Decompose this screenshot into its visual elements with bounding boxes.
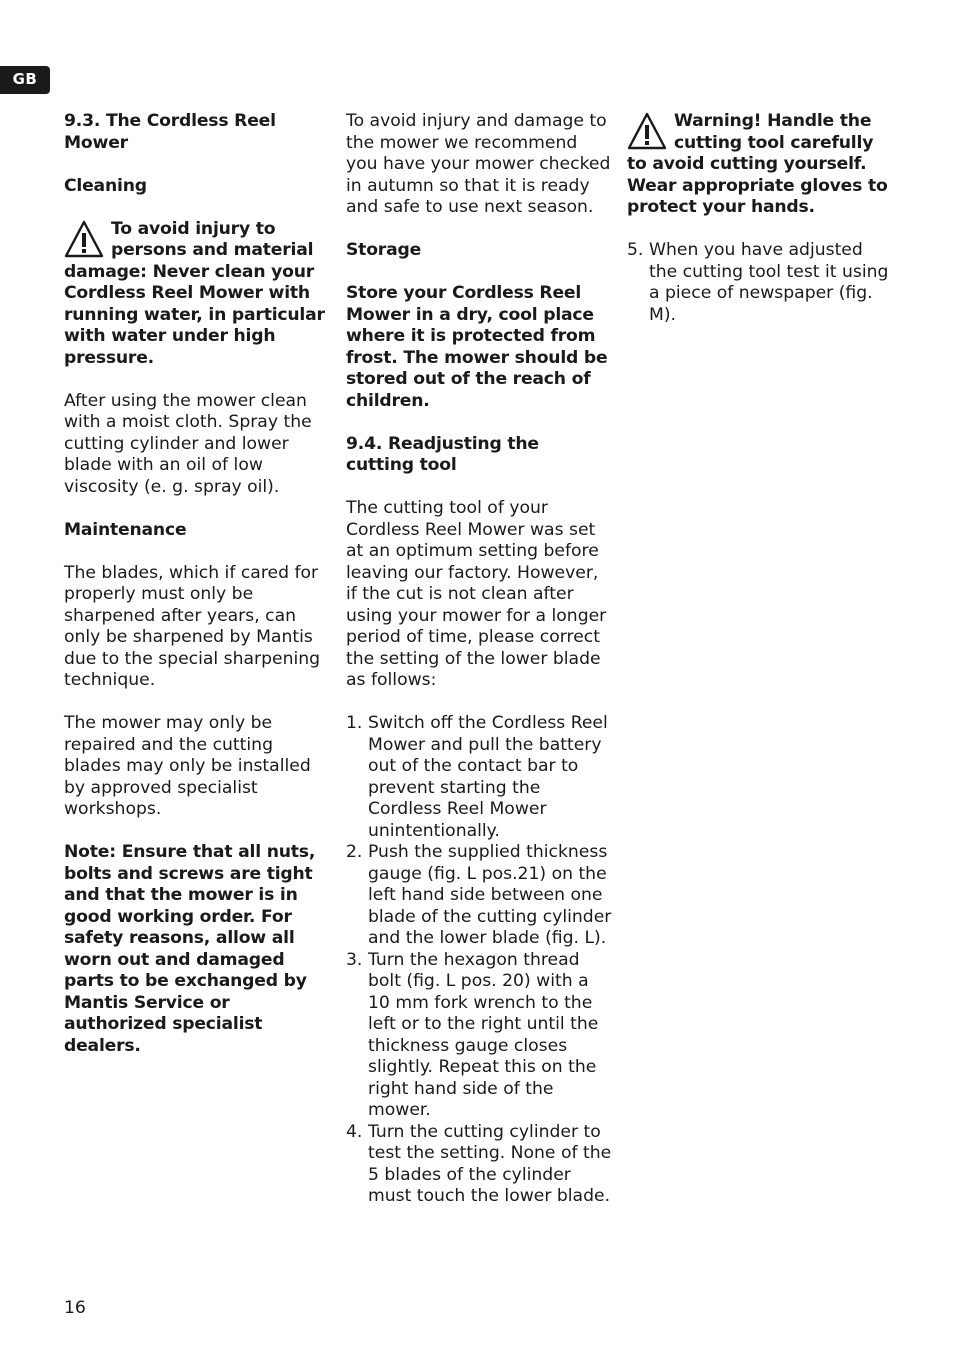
cutting-tool-warning-text: Warning! Handle the cutting tool carefully to avoid cutting yourself. Wear appropriate gloves to protect your hands. [627,111,888,217]
column-3 [627,111,889,348]
step-text: When you have adjusted the cutting tool test it using a piece of newspaper (fig. M). [649,240,889,325]
step-number: 5. [627,240,644,260]
step-text: Push the supplied thickness gauge (fig. L pos.21) on the left hand side between one blade of the cutting cylinder and the lower blade (fig. L). [368,842,612,948]
readjust-text: The cutting tool of your Cordless Reel Mower was set at an optimum setting before leaving our factory. However, if the cut is not clean after using your mower for a longer period of time, please correct the setting of the lower blade as follows: [346,498,607,690]
column-2 [346,111,612,1229]
warning-triangle-icon [64,219,104,259]
column-1 [64,111,332,1079]
warning-triangle-icon [627,111,667,151]
safety-note: Note: Ensure that all nuts, bolts and screws are tight and that the mower is in good working order. For safety reasons, allow all worn out and damaged parts to be exchanged by Mantis Service or authorized specialist dealers. [64,842,316,1056]
cleaning-warning-text: To avoid injury to persons and material damage: Never clean your Cordless Reel Mower with running water, in particular with water under high pressure. [64,218,325,368]
page-number: 16 [64,1298,86,1318]
step-number: 4. [346,1121,363,1142]
step-number: 3. [346,949,363,970]
list-item [346,842,612,950]
cleaning-text: After using the mower clean with a moist cloth. Spray the cutting cylinder and lower blade with an oil of low viscosity (e. g. spray oil). [64,390,312,497]
section-title-9-3: 9.3. The Cordless Reel Mower [64,111,276,153]
maintenance-text-1: The blades, which if cared for properly must only be sharpened after years, can only be sharpened by Mantis due to the special sharpening technique. [64,562,321,690]
readjust-steps [346,713,612,1208]
storage-heading: Storage [346,240,422,260]
test-steps [627,240,889,326]
step-text: Switch off the Cordless Reel Mower and pull the battery out of the contact bar to prevent starting the Cordless Reel Mower unintentionally. [368,713,608,841]
list-item [346,713,612,842]
cleaning-heading: Cleaning [64,175,147,196]
step-number: 1. [346,713,363,733]
cutting-tool-warning [627,111,889,219]
cleaning-warning [64,219,332,370]
step-text: Turn the cutting cylinder to test the setting. None of the 5 blades of the cylinder must touch the lower blade. [368,1121,612,1206]
autumn-check-text: To avoid injury and damage to the mower we recommend you have your mower checked in autumn so that it is ready and safe to use next season. [346,111,611,217]
list-item [346,950,612,1122]
list-item [346,1122,612,1208]
step-text: Turn the hexagon thread bolt (fig. L pos. 20) with a 10 mm fork wrench to the left or to the right until the thickness gauge closes slightly. Repeat this on the right hand side of the mower. [368,949,599,1120]
language-tab: GB [0,66,50,94]
list-item [627,240,889,326]
storage-text: Store your Cordless Reel Mower in a dry, cool place where it is protected from frost. The mower should be stored out of the reach of children. [346,283,608,411]
maintenance-heading: Maintenance [64,519,187,540]
maintenance-text-2: The mower may only be repaired and the cutting blades may only be installed by approved specialist workshops. [64,713,311,819]
step-number: 2. [346,842,363,862]
section-title-9-4: 9.4. Readjusting the cutting tool [346,433,539,475]
